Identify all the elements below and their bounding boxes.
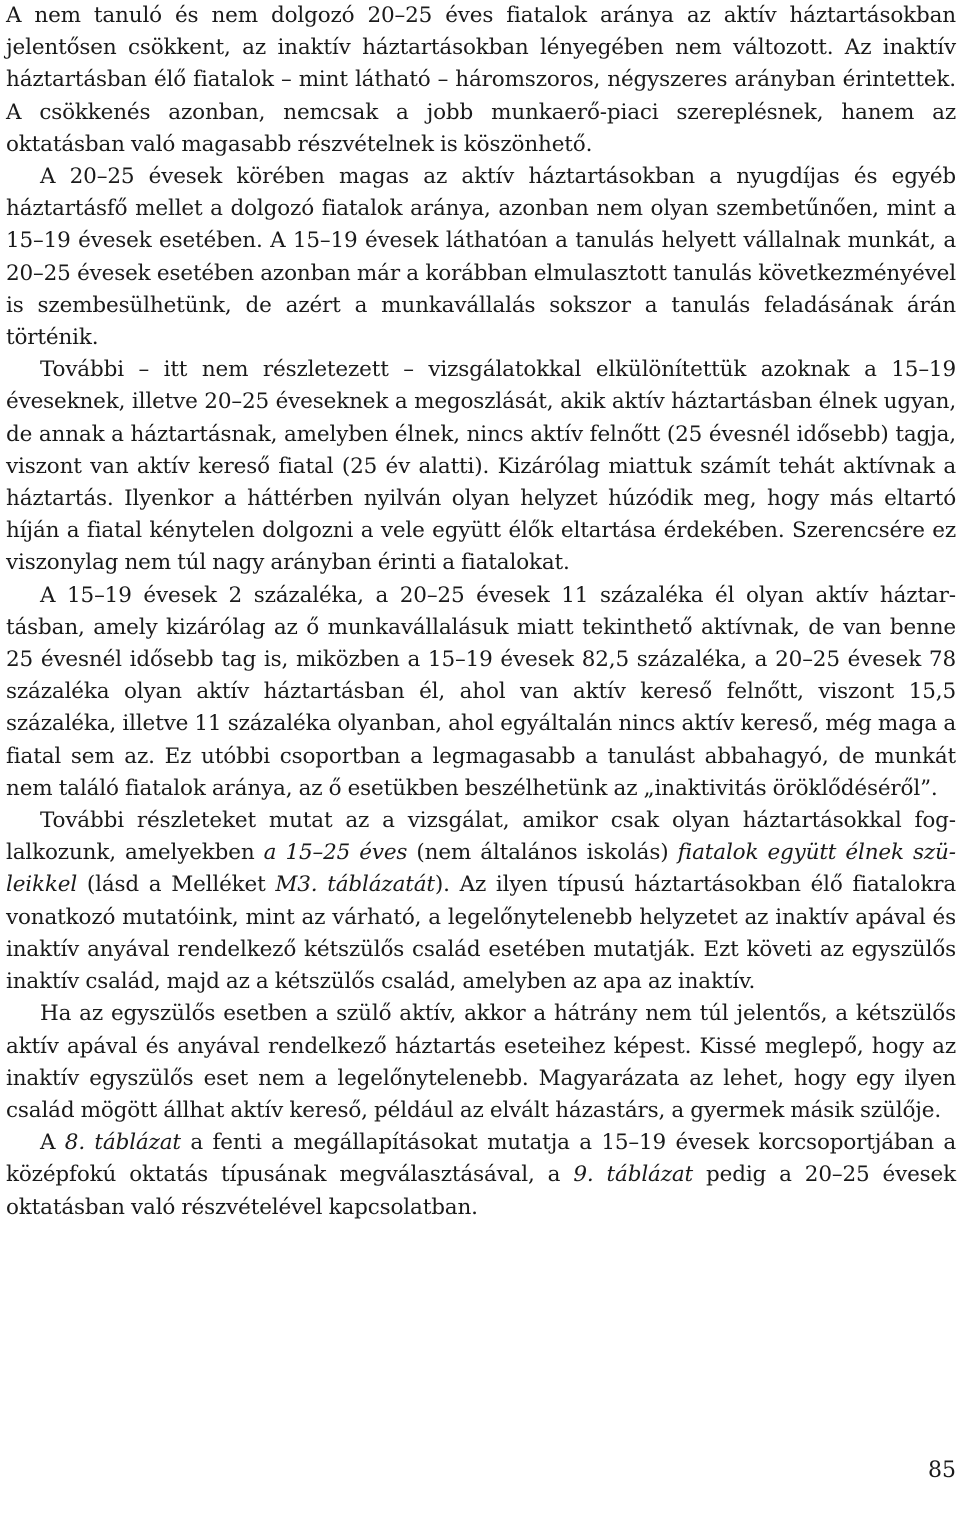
text-segment: (lásd a Melléket: [77, 872, 276, 898]
paragraph-7: [6, 1127, 956, 1224]
text-segment: pedig a 20–25 évesek oktatásban való részvételével kapcsolatban.: [6, 1162, 956, 1220]
paragraph-6: [6, 998, 956, 1127]
italic-segment: a 15–25 éves: [263, 840, 408, 866]
text-segment: A 15–19 évesek 2 százaléka, a 20–25 évesek 11 százaléka él olyan aktív háztartásban, amely kizárólag az ő munkavállalásuk miatt tekinthető aktívnak, de van benne 25 évesnél idősebb tag is, miközben a 15–19 évesek 82,5 százaléka, a 20–25 évesek 78 százaléka olyan aktív háztartásban él, ahol van aktív kereső felnőtt, viszont 15,5 százaléka, illetve 11 százaléka olyanban, ahol egyáltalán nincs aktív kereső, még maga a fiatal sem az. Ez utóbbi csoportban a legmagasabb a tanulást abbahagyó, de munkát nem találó fiatalok aránya, az ő esetükben beszélhetünk az „inaktivitás öröklődéséről”.: [6, 582, 956, 801]
italic-segment: 8. táblázat: [64, 1130, 181, 1156]
paragraph-5: [6, 805, 956, 998]
page-number: 85: [928, 1458, 956, 1483]
text-segment: a fenti a megállapításokat mutatja a 15–19 évesek korcsoportjában a középfokú oktatás típusának megválasztásával, a: [6, 1130, 957, 1188]
italic-segment: 9. táblázat: [573, 1162, 694, 1188]
italic-segment: fiatalok együtt élnek szüleikkel: [6, 840, 956, 898]
text-segment: A nem tanuló és nem dolgozó 20–25 éves fiatalok aránya az aktív háztartásokban jelentősen csökkent, az inaktív háztartásokban lényegében nem változott. Az inaktív háztartásban élő fiatalok – mint látható – háromszoros, négyszeres arányban érintettek. A csökkenés azonban, nemcsak a jobb munkaerő-piaci szereplésnek, hanem az oktatásban való magasabb részvételnek is köszönhető.: [6, 3, 956, 157]
text-segment: A: [40, 1130, 65, 1156]
page-body: [6, 0, 956, 1224]
text-segment: További részleteket mutat az a vizsgálat, amikor csak olyan háztartásokkal foglalkozunk, amelyekben: [6, 808, 956, 866]
text-segment: Ha az egyszülős esetben a szülő aktív, akkor a hátrány nem túl jelentős, a kétszülős aktív apával és anyával rendelkező háztartás eseteihez képest. Kissé meglepő, hogy az inaktív egyszülős eset nem a legelőnytelenebb. Magyarázata az lehet, hogy egy ilyen család mögött állhat aktív kereső, például az elvált házastárs, a gyermek másik szülője.: [6, 1001, 956, 1123]
text-segment: ). Az ilyen típusú háztartásokban élő fiatalokra vonatkozó mutatóink, mint az várható, a legelőnytelenebb helyzetet az inaktív apával és inaktív anyával rendelkező kétszülős család esetében mutatják. Ezt követi az egyszülős inaktív család, majd az a kétszülős család, amelyben az apa az inaktív.: [6, 872, 957, 995]
text-segment: (nem általános iskolás): [407, 840, 678, 866]
paragraph-3: [6, 354, 956, 579]
paragraph-2: [6, 161, 956, 354]
paragraph-1: [6, 0, 956, 161]
text-segment: A 20–25 évesek körében magas az aktív háztartásokban a nyugdíjas és egyéb háztartásfő mellet a dolgozó fiatalok aránya, azonban nem olyan szembetűnően, mint a 15–19 évesek esetében. A 15–19 évesek láthatóan a tanulás helyett vállalnak munkát, a 20–25 évesek esetében azonban már a korábban elmulasztott tanulás következményével is szembesülhetünk, de azért a munkavállalás sokszor a tanulás feladásának árán történik.: [6, 164, 956, 351]
italic-segment: M3. táblázatát: [275, 872, 435, 898]
paragraph-4: [6, 580, 956, 805]
text-segment: További – itt nem részletezett – vizsgálatokkal elkülönítettük azoknak a 15–19 éveseknek, illetve 20–25 éveseknek a megoszlását, akik aktív háztartásban élnek ugyan, de annak a háztartásnak, amelyben élnek, nincs aktív felnőtt (25 évesnél idősebb) tagja, viszont van aktív kereső fiatal (25 év alatti). Kizárólag miattuk számít tehát aktívnak a háztartás. Ilyenkor a háttérben nyilván olyan helyzet húzódik meg, hogy más eltartó híján a fiatal kénytelen dolgozni a vele együtt élők eltartása érdekében. Szerencsére ez viszonylag nem túl nagy arányban érinti a fiatalokat.: [6, 357, 956, 576]
